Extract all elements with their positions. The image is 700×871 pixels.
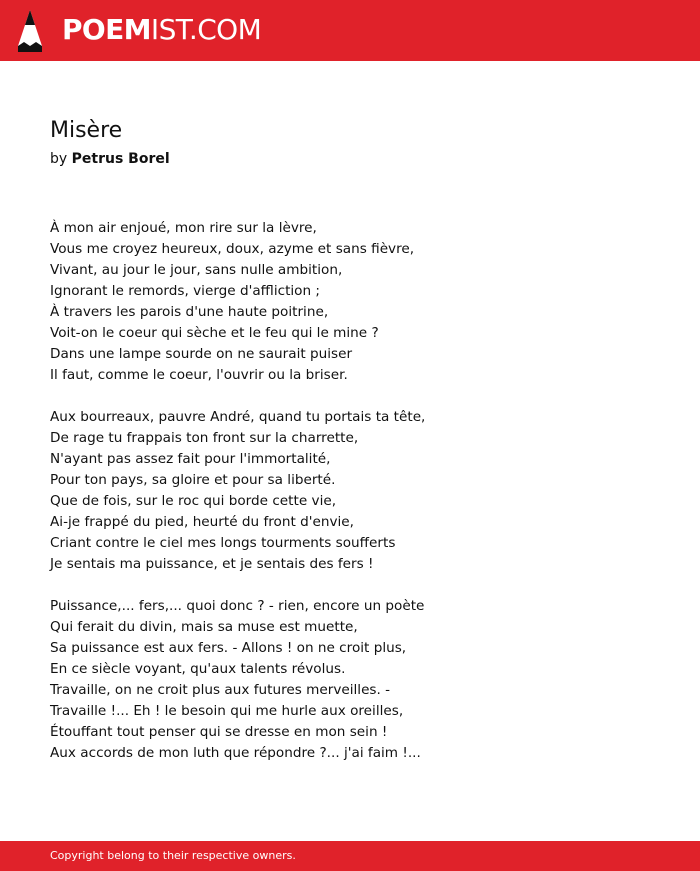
poem-line: Pour ton pays, sa gloire et pour sa liberté. [50, 472, 336, 488]
poem-line: Voit-on le coeur qui sèche et le feu qui le mine ? [50, 325, 379, 341]
poem-stanza [50, 218, 650, 386]
poem-line: Travaille, on ne croit plus aux futures merveilles. - [50, 682, 391, 698]
poem-line: De rage tu frappais ton front sur la charrette, [50, 430, 359, 446]
logo-light-part: IST.COM [150, 13, 262, 46]
poem-line: Dans une lampe sourde on ne saurait puiser [50, 346, 353, 362]
poem-line: Sa puissance est aux fers. - Allons ! on ne croit plus, [50, 640, 407, 656]
poem-stanza [50, 407, 650, 575]
poem-line: À travers les parois d'une haute poitrine, [50, 304, 329, 320]
poem-line: Criant contre le ciel mes longs tourments soufferts [50, 535, 396, 551]
poem-line: Que de fois, sur le roc qui borde cette vie, [50, 493, 337, 509]
poem-line: Ignorant le remords, vierge d'affliction ; [50, 283, 321, 299]
poem-line: Puissance,... fers,... quoi donc ? - rien, encore un poète [50, 598, 425, 614]
poem-line: Étouffant tout penser qui se dresse en mon sein ! [50, 724, 388, 740]
poem-line: Aux accords de mon luth que répondre ?... j'ai faim !... [50, 745, 421, 761]
poem-line: Il faut, comme le coeur, l'ouvrir ou la briser. [50, 367, 348, 383]
poem-body [50, 218, 650, 785]
pencil-tip-icon[interactable] [17, 9, 43, 53]
poem-line: Aux bourreaux, pauvre André, quand tu portais ta tête, [50, 409, 426, 425]
poem-line: Je sentais ma puissance, et je sentais des fers ! [50, 556, 374, 572]
site-header [0, 0, 700, 61]
poem-line: Ai-je frappé du pied, heurté du front d'envie, [50, 514, 354, 530]
poem-byline [50, 149, 170, 169]
copyright-text: Copyright belong to their respective owners. [50, 849, 296, 862]
poem-author: Petrus Borel [71, 151, 170, 167]
poem-line: Vivant, au jour le jour, sans nulle ambition, [50, 262, 343, 278]
poem-stanza [50, 596, 650, 764]
poem-line: Travaille !... Eh ! le besoin qui me hurle aux oreilles, [50, 703, 404, 719]
poem-line: À mon air enjoué, mon rire sur la lèvre, [50, 220, 317, 236]
poem-line: N'ayant pas assez fait pour l'immortalité, [50, 451, 331, 467]
site-footer [0, 841, 700, 871]
logo-bold-part: POEM [62, 13, 151, 46]
poem-line: Qui ferait du divin, mais sa muse est muette, [50, 619, 358, 635]
by-label: by [50, 151, 68, 167]
poem-line: Vous me croyez heureux, doux, azyme et sans fièvre, [50, 241, 415, 257]
poem-title: Misère [50, 118, 123, 143]
site-logo[interactable] [62, 13, 261, 47]
poem-line: En ce siècle voyant, qu'aux talents révolus. [50, 661, 346, 677]
